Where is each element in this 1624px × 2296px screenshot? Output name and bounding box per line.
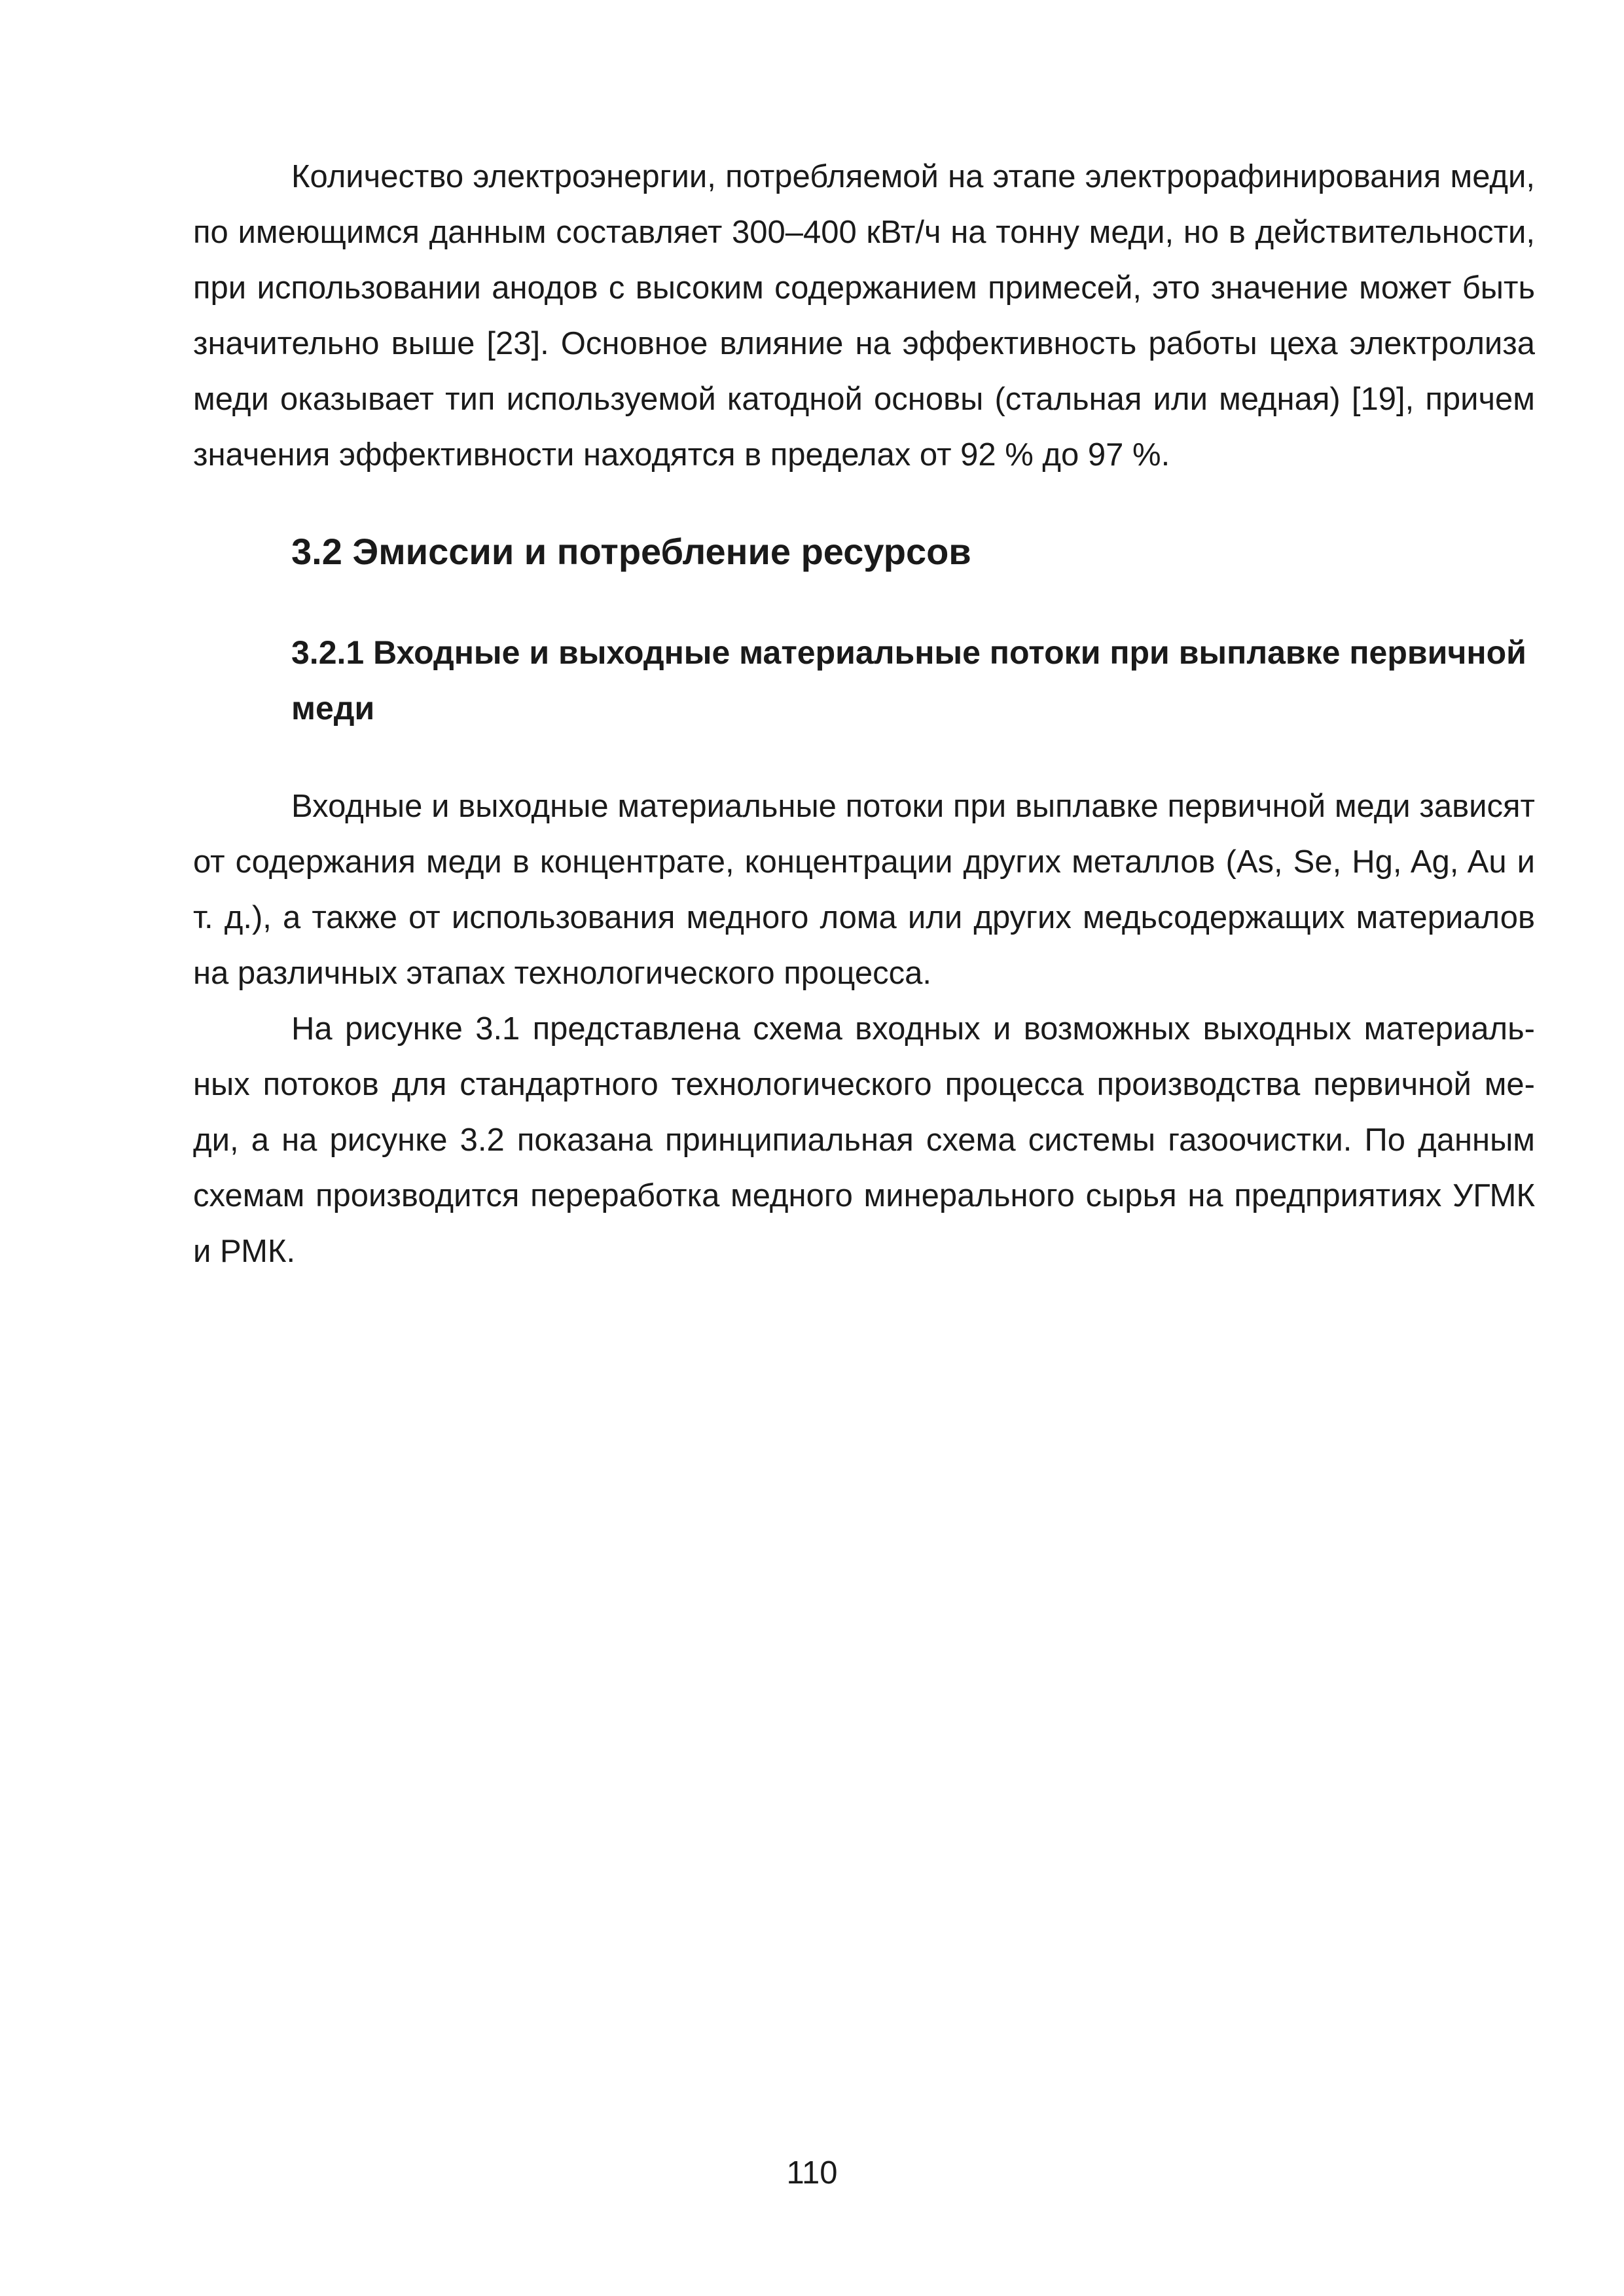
body-text-bottom: [193, 779, 1535, 1280]
paragraph-electrorefining-energy: Количество электроэнергии, потребляемой на этапе электрорафинирования меди, по имеющимся данным составляет 300–400 кВт/ч на тонну меди, но в действительности, при использовании анодов с высоким содержанием примесей, это значение может быть значительно выше [23]. Основное влияние на эффективность работы цеха электролиза меди оказывает тип используемой катодной основы (стальная или медная) [19], причем значения эффективности находятся в пределах от 92 % до 97 %.: [193, 159, 1535, 473]
paragraph-material-flows: Входные и выходные материальные потоки при выплавке первичной меди зависят от содержания меди в концентрате, концентрации других металлов (As, Se, Hg, Ag, Au и т. д.), а также от использования медного лома или других медьсодержащих материалов на различных этапах технологического процесса.: [193, 789, 1535, 991]
body-text-top: [193, 149, 1535, 483]
paragraph-figure-reference: На рисунке 3.1 представлена схема входных и возможных выходных материальных потоков для стандартного технологического процесса производства первичной меди, а на рисунке 3.2 показана принципиальная схема системы газоочистки. По данным схемам производится переработка медного минерального сырья на предприятиях УГМК и РМК.: [193, 1011, 1535, 1269]
page-number: 110: [786, 2155, 838, 2191]
subsection-heading: 3.2.1 Входные и выходные материальные потоки при выплавке первичной меди: [291, 634, 1526, 726]
section-heading: 3.2 Эмиссии и потребление ресурсов: [291, 531, 971, 572]
